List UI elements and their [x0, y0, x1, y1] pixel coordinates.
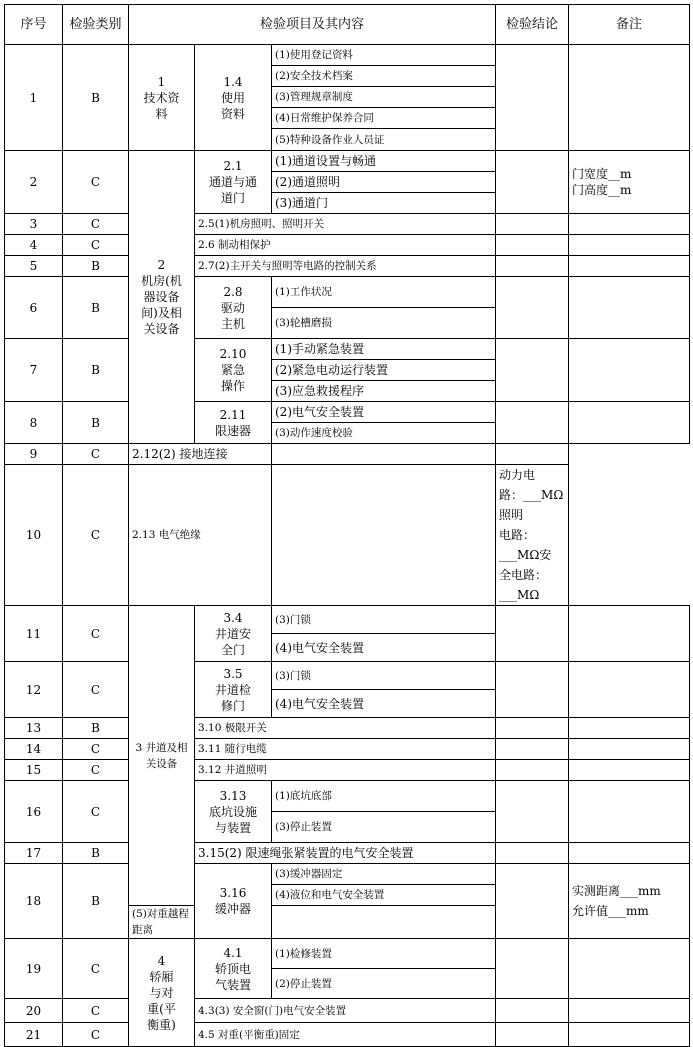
- row-category: C: [63, 465, 129, 606]
- remark-cell: [569, 662, 690, 718]
- item: (3)停止装置: [272, 812, 496, 843]
- row-no: 4: [5, 235, 63, 256]
- result-cell[interactable]: [496, 235, 569, 256]
- result-cell[interactable]: [496, 1023, 569, 1047]
- section-1: 1 技术资 料: [129, 45, 195, 151]
- group-2-10: 2.10 紧急 操作: [195, 339, 272, 402]
- remark-cell: [569, 939, 690, 999]
- section-3: 3 井道及相关设备: [129, 606, 195, 906]
- group-2-11: 2.11 限速器: [195, 402, 272, 444]
- result-cell[interactable]: [496, 339, 569, 402]
- remark-cell: [569, 277, 690, 339]
- item: (4)液位和电气安全装置: [272, 885, 496, 906]
- item: (2)通道照明: [272, 172, 496, 193]
- table-row: [5, 662, 690, 690]
- row-no: 9: [5, 444, 63, 465]
- item: (3)门锁: [272, 662, 496, 690]
- row-category: C: [63, 781, 129, 843]
- row-no: 14: [5, 739, 63, 760]
- item: (3)管理规章制度: [272, 87, 496, 108]
- header-category: 检验类别: [63, 5, 129, 45]
- remark-cell: [569, 843, 690, 864]
- item: 3.12 井道照明: [195, 760, 496, 781]
- result-cell[interactable]: [496, 739, 569, 760]
- table-row: [5, 1023, 690, 1047]
- item: (1)工作状况: [272, 277, 496, 308]
- row-no: 19: [5, 939, 63, 999]
- section-4: 4 轿厢 与对 重(平 衡重): [129, 939, 195, 1047]
- remark-cell: [569, 999, 690, 1023]
- result-cell[interactable]: [496, 256, 569, 277]
- row-no: 16: [5, 781, 63, 843]
- row-no: 8: [5, 402, 63, 444]
- header-row: [5, 5, 690, 45]
- table-row: [5, 151, 690, 172]
- row-no: 3: [5, 214, 63, 235]
- item: (5)特种设备作业人员证: [272, 129, 496, 151]
- row-category: C: [63, 939, 129, 999]
- item: (3)应急救援程序: [272, 381, 496, 402]
- remark-cell: 实测距离___mm 允许值___mm: [569, 864, 690, 939]
- row-category: C: [63, 444, 129, 465]
- item: 2.13 电气绝缘: [129, 465, 272, 606]
- row-category: B: [63, 718, 129, 739]
- item: (1)手动紧急装置: [272, 339, 496, 360]
- table-row: [5, 864, 690, 885]
- row-no: 1: [5, 45, 63, 151]
- row-no: 11: [5, 606, 63, 662]
- group-3-5: 3.5 井道检 修门: [195, 662, 272, 718]
- item: 4.5 对重(平衡重)固定: [195, 1023, 496, 1047]
- remark-cell: [569, 256, 690, 277]
- table-row: [5, 760, 690, 781]
- remark-cell: [569, 781, 690, 843]
- result-cell[interactable]: [496, 760, 569, 781]
- result-cell[interactable]: [496, 718, 569, 739]
- remark-cell: [569, 1023, 690, 1047]
- item: 3.15(2) 限速绳张紧装置的电气安全装置: [195, 843, 496, 864]
- group-2-8: 2.8 驱动 主机: [195, 277, 272, 339]
- table-row: [5, 256, 690, 277]
- inspection-table: [4, 4, 690, 1047]
- table-row: [5, 843, 690, 864]
- row-category: B: [63, 843, 129, 864]
- row-no: 12: [5, 662, 63, 718]
- item: 3.10 极限开关: [195, 718, 496, 739]
- remark-cell: [569, 339, 690, 402]
- item: 3.11 随行电缆: [195, 739, 496, 760]
- header-no: 序号: [5, 5, 63, 45]
- table-row: [5, 465, 690, 606]
- group-4-1: 4.1 轿顶电 气装置: [195, 939, 272, 999]
- row-category: B: [63, 45, 129, 151]
- row-no: 18: [5, 864, 63, 939]
- row-category: C: [63, 1023, 129, 1047]
- item: (1)底坑底部: [272, 781, 496, 812]
- item: (4)日常维护保养合同: [272, 108, 496, 129]
- row-category: B: [63, 864, 129, 939]
- row-category: C: [63, 214, 129, 235]
- item: 2.7(2)主开关与照明等电路的控制关系: [195, 256, 496, 277]
- table-row: [5, 277, 690, 308]
- table-row: [5, 45, 690, 66]
- table-row: [5, 781, 690, 812]
- remark-cell: [569, 718, 690, 739]
- header-items: 检验项目及其内容: [129, 5, 496, 45]
- table-row: [5, 739, 690, 760]
- result-cell[interactable]: [496, 999, 569, 1023]
- result-cell[interactable]: [272, 444, 496, 465]
- item: (2)电气安全装置: [272, 402, 496, 423]
- item: (4)电气安全装置: [272, 690, 496, 718]
- row-category: C: [63, 999, 129, 1023]
- row-no: 20: [5, 999, 63, 1023]
- remark-cell: [569, 739, 690, 760]
- item: (3)门锁: [272, 606, 496, 634]
- row-category: B: [63, 277, 129, 339]
- row-no: 15: [5, 760, 63, 781]
- remark-cell: [569, 402, 690, 444]
- result-cell[interactable]: [496, 662, 569, 718]
- row-no: 6: [5, 277, 63, 339]
- remark-cell: [569, 214, 690, 235]
- remark-cell: [496, 444, 569, 465]
- result-cell[interactable]: [496, 402, 569, 444]
- table-row: [5, 718, 690, 739]
- item: (2)安全技术档案: [272, 66, 496, 87]
- table-row: [5, 606, 690, 634]
- table-row: [5, 339, 690, 360]
- row-category: B: [63, 339, 129, 402]
- row-category: C: [63, 235, 129, 256]
- result-cell[interactable]: [496, 45, 569, 151]
- result-cell[interactable]: [496, 277, 569, 339]
- row-no: 2: [5, 151, 63, 214]
- result-cell[interactable]: [496, 939, 569, 999]
- result-cell[interactable]: [496, 843, 569, 864]
- item: (1)通道设置与畅通: [272, 151, 496, 172]
- item: 4.3(3) 安全窗(门)电气安全装置: [195, 999, 496, 1023]
- remark-cell: [569, 606, 690, 662]
- row-no: 21: [5, 1023, 63, 1047]
- header-remark: 备注: [569, 5, 690, 45]
- item: (2)紧急电动运行装置: [272, 360, 496, 381]
- row-category: C: [63, 739, 129, 760]
- row-category: C: [63, 662, 129, 718]
- group-1-4: 1.4 使用 资料: [195, 45, 272, 151]
- table-row: [5, 999, 690, 1023]
- row-category: B: [63, 402, 129, 444]
- remark-cell: [569, 45, 690, 151]
- group-3-4: 3.4 井道安 全门: [195, 606, 272, 662]
- result-cell[interactable]: [496, 781, 569, 843]
- table-row: [5, 444, 690, 465]
- item: (3)轮槽磨损: [272, 308, 496, 339]
- row-category: C: [63, 606, 129, 662]
- group-2-1: 2.1 通道与通 道门: [195, 151, 272, 214]
- item: (1)使用登记资料: [272, 45, 496, 66]
- item: 2.5(1)机房照明、照明开关: [195, 214, 496, 235]
- row-category: C: [63, 151, 129, 214]
- row-no: 17: [5, 843, 63, 864]
- result-cell[interactable]: [496, 214, 569, 235]
- table-row: [5, 235, 690, 256]
- table-row: [5, 402, 690, 423]
- row-no: 5: [5, 256, 63, 277]
- row-no: 10: [5, 465, 63, 606]
- item: (2)停止装置: [272, 969, 496, 999]
- table-row: [5, 214, 690, 235]
- row-no: 7: [5, 339, 63, 402]
- group-3-13: 3.13 底坑设施 与装置: [195, 781, 272, 843]
- item: (1)检修装置: [272, 939, 496, 969]
- group-3-16: 3.16 缓冲器: [195, 864, 272, 939]
- remark-cell: 动力电 路：___MΩ照明 电路：___MΩ安 全电路：___MΩ: [496, 465, 569, 606]
- item: (3)缓冲器固定: [272, 864, 496, 885]
- item: 2.12(2) 接地连接: [129, 444, 272, 465]
- row-category: B: [63, 256, 129, 277]
- row-category: C: [63, 760, 129, 781]
- row-no: 13: [5, 718, 63, 739]
- item: (4)电气安全装置: [272, 634, 496, 662]
- item: (3)通道门: [272, 193, 496, 214]
- remark-cell: [569, 760, 690, 781]
- result-cell[interactable]: [272, 465, 496, 606]
- result-cell[interactable]: [496, 606, 569, 662]
- table-row: [5, 939, 690, 969]
- remark-cell: [569, 235, 690, 256]
- item: (3)动作速度校验: [272, 423, 496, 444]
- section-2: 2 机房(机 器设备 间)及相 关设备: [129, 151, 195, 444]
- remark-cell: 门宽度__m 门高度__m: [569, 151, 690, 214]
- item: (5)对重越程距离: [129, 906, 195, 939]
- result-cell[interactable]: [496, 864, 569, 939]
- result-cell[interactable]: [496, 151, 569, 214]
- item: 2.6 制动相保护: [195, 235, 496, 256]
- header-result: 检验结论: [496, 5, 569, 45]
